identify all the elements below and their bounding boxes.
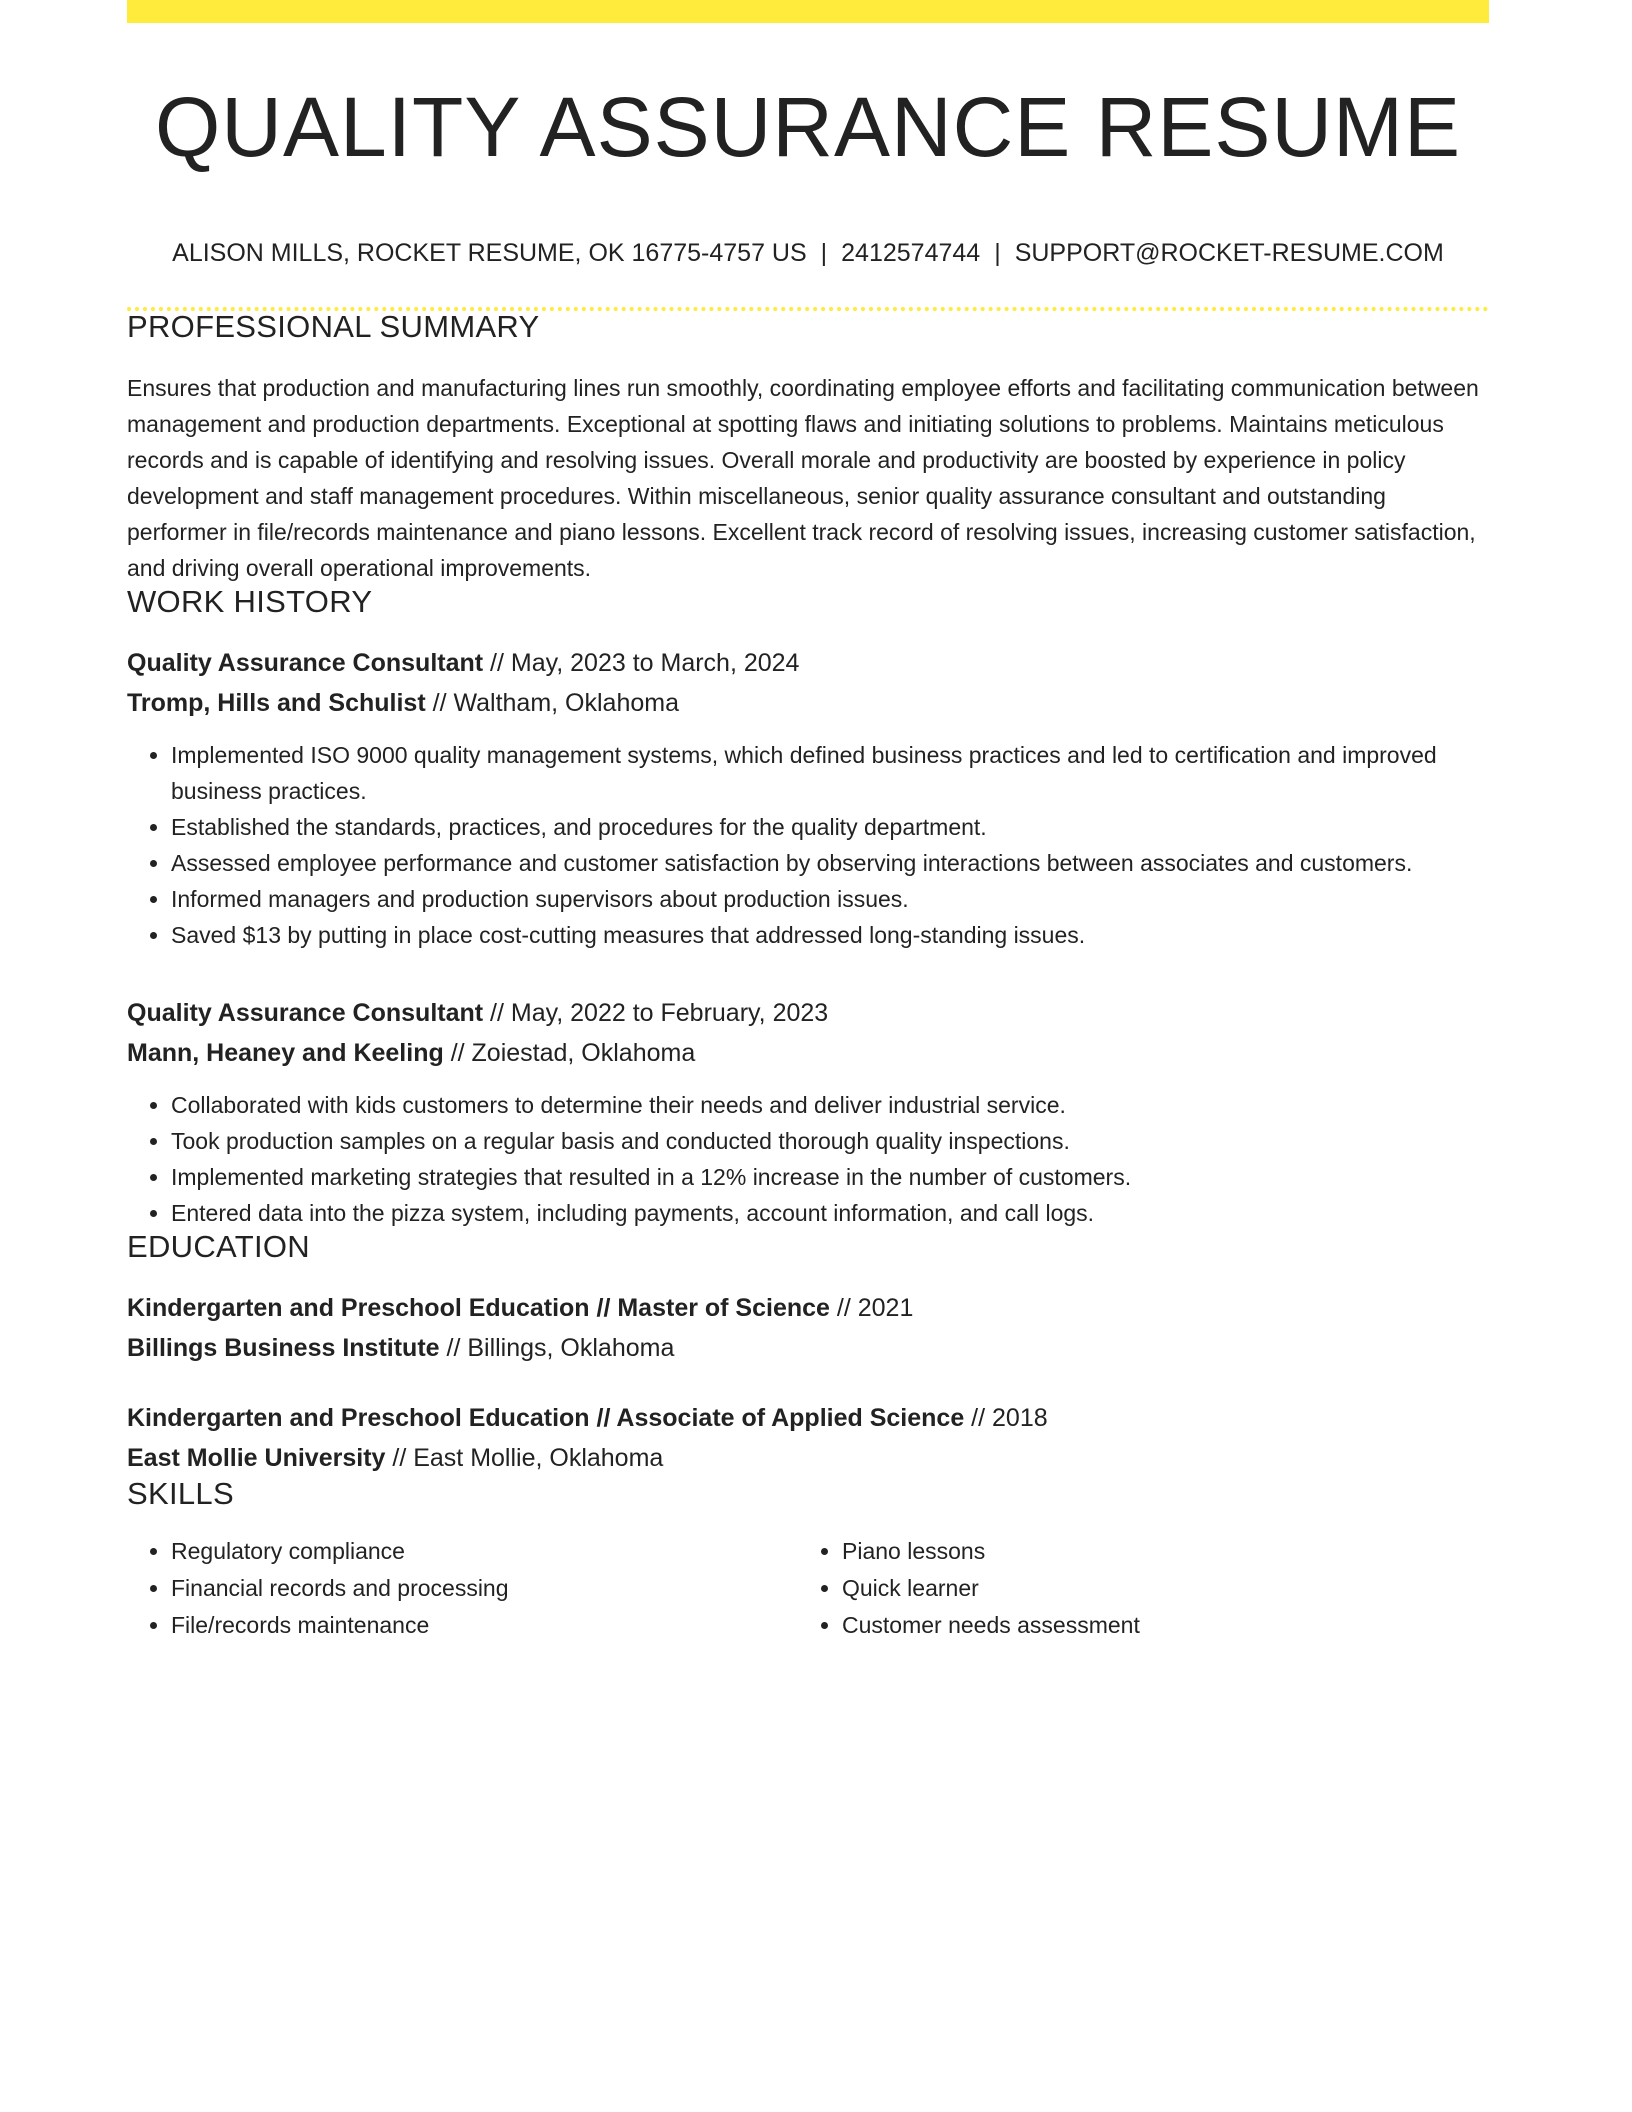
education-entry bbox=[127, 1398, 1489, 1478]
skills-column-right bbox=[798, 1533, 1469, 1644]
job-bullets bbox=[127, 1087, 1489, 1231]
skill-item: • Regulatory compliance bbox=[171, 1533, 798, 1570]
education-school: East Mollie University bbox=[127, 1444, 386, 1472]
resume-page bbox=[127, 0, 1489, 1644]
job-entry bbox=[127, 643, 1489, 953]
contact-separator: | bbox=[994, 239, 1001, 267]
skills-grid bbox=[127, 1533, 1489, 1644]
summary-text: Ensures that production and manufacturing lines run smoothly, coordinating employee efforts and facilitating communication between management and production departments. Exceptional at spotting flaws and initiating solutions to problems. Maintains meticulous records and is capable of identifying and resolving issues. Overall morale and productivity are boosted by experience in policy development and staff management procedures. Within miscellaneous, senior quality assurance consultant and outstanding performer in file/records maintenance and piano lessons. Excellent track record of resolving issues, increasing customer satisfaction, and driving overall operational improvements. bbox=[127, 375, 1479, 581]
contact-email: SUPPORT@ROCKET-RESUME.COM bbox=[1014, 239, 1444, 267]
job-title: Quality Assurance Consultant bbox=[127, 999, 484, 1027]
job-location: // Zoiestad, Oklahoma bbox=[443, 1039, 696, 1067]
education-location: // Billings, Oklahoma bbox=[439, 1334, 675, 1362]
job-location: // Waltham, Oklahoma bbox=[425, 689, 679, 717]
job-entry bbox=[127, 993, 1489, 1231]
job-bullet: • Took production samples on a regular basis and conducted thorough quality inspections. bbox=[171, 1123, 1489, 1159]
education-degree: Kindergarten and Preschool Education // Associate of Applied Science bbox=[127, 1404, 965, 1432]
job-bullet: • Implemented marketing strategies that resulted in a 12% increase in the number of customers. bbox=[171, 1159, 1489, 1195]
job-company: Mann, Heaney and Keeling bbox=[127, 1039, 444, 1067]
education-heading: EDUCATION bbox=[127, 1229, 310, 1264]
contact-phone: 2412574744 bbox=[841, 239, 981, 267]
job-title-line bbox=[127, 993, 1489, 1033]
job-bullet: • Established the standards, practices, and procedures for the quality department. bbox=[171, 809, 1489, 845]
education-school: Billings Business Institute bbox=[127, 1334, 440, 1362]
skill-item: • Piano lessons bbox=[842, 1533, 1469, 1570]
skill-item: • Customer needs assessment bbox=[842, 1607, 1469, 1644]
skill-item: • File/records maintenance bbox=[171, 1607, 798, 1644]
job-dates: // May, 2023 to March, 2024 bbox=[483, 649, 800, 677]
education-year: // 2021 bbox=[829, 1294, 914, 1322]
job-company-line bbox=[127, 1033, 1489, 1073]
summary-heading: PROFESSIONAL SUMMARY bbox=[127, 309, 540, 344]
education-location: // East Mollie, Oklahoma bbox=[385, 1444, 664, 1472]
top-accent-bar bbox=[127, 0, 1489, 23]
job-company-line bbox=[127, 683, 1489, 723]
education-entry bbox=[127, 1288, 1489, 1368]
job-dates: // May, 2022 to February, 2023 bbox=[483, 999, 829, 1027]
job-bullets bbox=[127, 737, 1489, 953]
job-bullet: • Saved $13 by putting in place cost-cutting measures that addressed long-standing issues. bbox=[171, 917, 1489, 953]
contact-separator: | bbox=[820, 239, 828, 267]
education-degree-line bbox=[127, 1398, 1489, 1438]
education-degree: Kindergarten and Preschool Education // Master of Science bbox=[127, 1294, 830, 1322]
work-history-heading: WORK HISTORY bbox=[127, 584, 373, 619]
education-year: // 2018 bbox=[964, 1404, 1048, 1432]
job-title-line bbox=[127, 643, 1489, 683]
skill-item: • Financial records and processing bbox=[171, 1570, 798, 1607]
job-title: Quality Assurance Consultant bbox=[127, 649, 484, 677]
education-school-line bbox=[127, 1328, 1489, 1368]
document-title: QUALITY ASSURANCE RESUME bbox=[154, 80, 1462, 174]
job-bullet: • Informed managers and production supervisors about production issues. bbox=[171, 881, 1489, 917]
skills-heading: SKILLS bbox=[127, 1476, 234, 1511]
job-company: Tromp, Hills and Schulist bbox=[127, 689, 426, 717]
education-degree-line bbox=[127, 1288, 1489, 1328]
job-bullet: • Entered data into the pizza system, including payments, account information, and call logs. bbox=[171, 1195, 1489, 1231]
skill-item: • Quick learner bbox=[842, 1570, 1469, 1607]
skills-column-left bbox=[127, 1533, 798, 1644]
education-school-line bbox=[127, 1438, 1489, 1478]
job-bullet: • Implemented ISO 9000 quality management systems, which defined business practices and led to certification and improved business practices. bbox=[171, 737, 1489, 809]
job-bullet: • Assessed employee performance and customer satisfaction by observing interactions between associates and customers. bbox=[171, 845, 1489, 881]
job-bullet: • Collaborated with kids customers to determine their needs and deliver industrial service. bbox=[171, 1087, 1489, 1123]
contact-line bbox=[127, 241, 1489, 266]
contact-address: ALISON MILLS, ROCKET RESUME, OK 16775-4757 US bbox=[172, 239, 807, 267]
